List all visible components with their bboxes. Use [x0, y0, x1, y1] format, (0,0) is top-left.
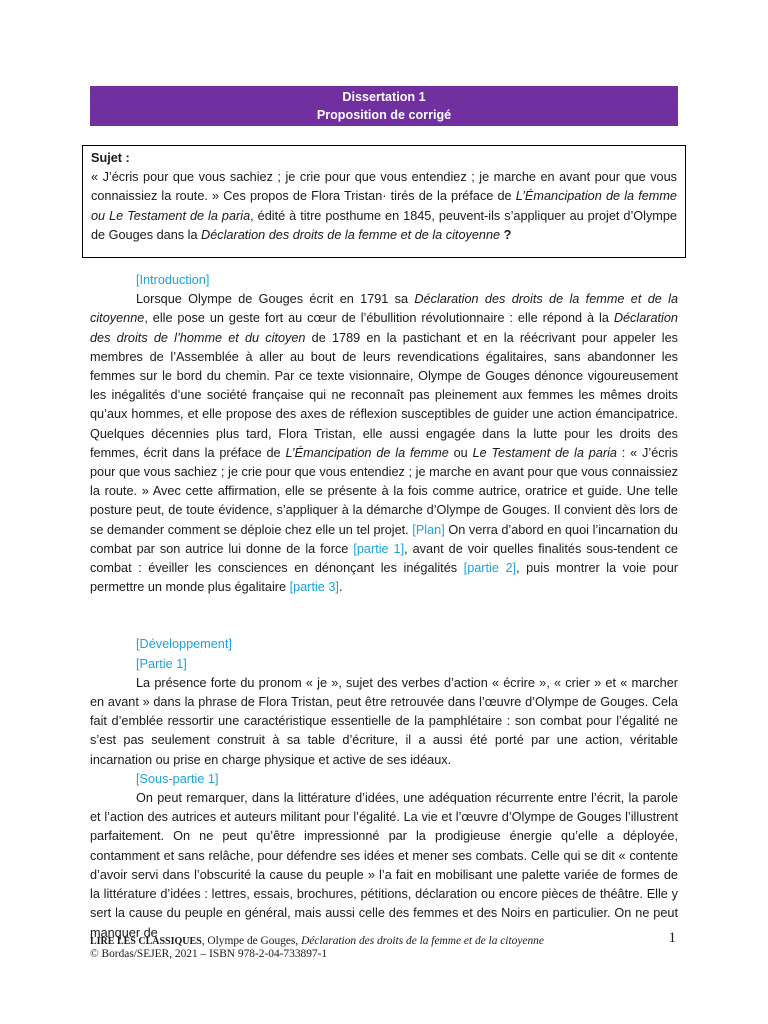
part1-paragraph: La présence forte du pronom « je », sujet des verbes d’action « écrire », « crier » et « marcher en avant » dans la phrase de Flora Tristan, peut être retrouvée dans l’œuvre d’Olympe de Gouges. Cela fait d’emblée ressortir une caractéristique essentielle de la pamphlétaire : son combat pour l’égalité ne s’est pas seulement construit à sa table d’écriture, il a aussi été porté par une action, véritable incarnation ou prise en charge physique et active de ses idéaux. [90, 675, 678, 767]
subpart1-paragraph: On peut remarquer, dans la littérature d’idées, une adéquation récurrente entre l’écrit, la parole et l’action des autrices et auteurs militant pour l’égalité. La vie et l’œuvre d’Olympe de Gouges l’illustrent parfaitement. On ne peut qu’être impressionné par la prodigieuse énergie qu’elle a déployée, contamment et sans relâche, pour défendre ses idées et mener ses combats. Celle qui se dit « contente d’avoir servi dans l’obscurité la cause du peuple » l’a fait en mobilisant une palette variée de formes de la littérature d’idées : lettres, essais, brochures, pétitions, déclaration ou encore pièces de théâtre. Elle y sert la cause du peuple en général, mais aussi celle des femmes et des Noirs en particulier. On ne peut manquer de [90, 791, 678, 940]
subject-box [82, 145, 686, 258]
document-body [90, 271, 678, 946]
introduction-paragraph: Lorsque Olympe de Gouges écrit en 1791 sa Déclaration des droits de la femme et de la citoyenne, elle pose un geste fort au cœur de l’ébullition révolutionnaire : elle répond à la Déclaration des droits de l’homme et du citoyen de 1789 en la pastichant et en la réécrivant pour appeler les membres de l’Assemblée à aller au bout de leurs revendications égalitaires, sans abandonner les femmes sur le bord du chemin. Par ce texte visionnaire, Olympe de Gouges dénonce vigoureusement les inégalités d’une société française qui ne reconnaît pas pleinement aux femmes les mêmes droits qu’aux hommes, et elle propose des axes de réflexion susceptibles de guider une action émancipatrice. Quelques décennies plus tard, Flora Tristan, elle aussi engagée dans la lutte pour les droits des femmes, écrit dans la préface de L’Émancipation de la femme ou Le Testament de la paria : « J’écris pour que vous sachiez ; je crie pour que vous entendiez ; je marche en avant pour que vous connaissiez la route. » Avec cette affirmation, elle se présente à la fois comme autrice, oratrice et guide. Une telle posture peut, de toute évidence, s’appliquer à la démarche d’Olympe de Gouges. Il convient dès lors de se demander comment se déploie chez elle un tel projet. [Plan] On verra d’abord en quoi l’incarnation du combat par son autrice lui donne de la force [partie 1], avant de voir quelles finalités sous-tendent ce combat : éveiller les consciences en dénonçant les inégalités [partie 2], puis montrer la voie pour permettre un monde plus égalitaire [partie 3]. [90, 292, 678, 595]
plan-tag: [Plan] [412, 522, 445, 537]
part2-tag: [partie 2] [463, 561, 517, 576]
development-heading: [Développement] [136, 637, 232, 652]
page-footer [90, 930, 678, 961]
title-banner [90, 86, 678, 126]
subject-label: Sujet : [91, 151, 130, 165]
footer-copyright: © Bordas/SEJER, 2021 – ISBN 978-2-04-733897-1 [90, 948, 328, 960]
section-spacer [90, 597, 678, 635]
part3-tag: [partie 3] [289, 580, 339, 595]
document-subtitle: Proposition de corrigé [316, 108, 452, 122]
footer-citation: LIRE LES CLASSIQUES, Olympe de Gouges, Déclaration des droits de la femme et de la citoyenne [90, 935, 544, 947]
subpart1-heading: [Sous-partie 1] [136, 771, 219, 786]
subject-text: « J’écris pour que vous sachiez ; je crie pour que vous entendiez ; je marche en avant pour que vous connaissiez la route. » Ces propos de Flora Tristan· tirés de la préface de L’Émancipation de la femme ou Le Testament de la paria, édité à titre posthume en 1845, peuvent-ils s’appliquer au projet d’Olympe de Gouges dans la Déclaration des droits de la femme et de la citoyenne ? [91, 170, 677, 242]
part1-tag: [partie 1] [353, 541, 405, 556]
document-title: Dissertation 1 [342, 90, 426, 104]
page-number: 1 [668, 930, 676, 946]
introduction-heading: [Introduction] [136, 273, 210, 287]
part1-heading: [Partie 1] [136, 656, 187, 671]
